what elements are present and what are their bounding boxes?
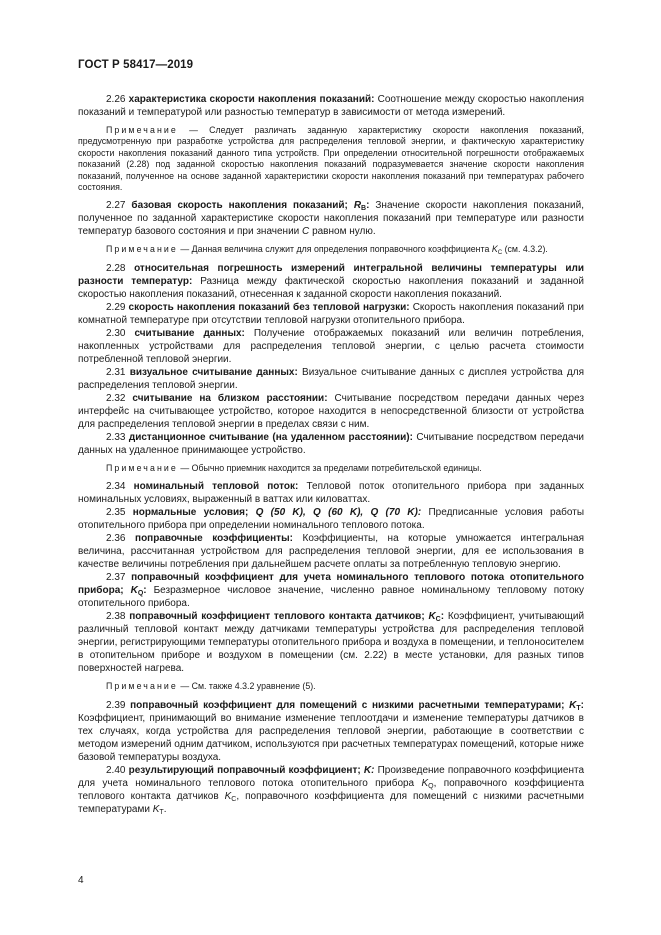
- entry-2-26: 2.26 характеристика скорости накопления показаний: Соотношение между скоростью накопления показаний и температурой или разностью температур в зависимости от метода измерений.: [78, 94, 585, 118]
- note-1: Примечание — Следует различать заданную характеристику скорости накопления показаний, предусмотренную при разработке устройства для распределения тепловой энергии, и фактическую характеристику скорости накопления показаний данного типа устройств. При определении относительной погрешности отображаемых показаний (2.28) под заданной скоростью накопления показаний подразумевается значение скорости накопления показаний, полученное на основе заданной характеристики скорости накопления показаний при температурах рабочего состояния.: [78, 125, 584, 193]
- entry-2-40: 2.40 результирующий поправочный коэффициент; K: Произведение поправочного коэффициента для учета номинального теплового потока отопительного прибора $K_Q$, поправочного коэффициента теплового контакта датчиков $K_C$, поправочного коэффициента для помещений с низкими расчетными температурами $K_T$.: [78, 764, 585, 816]
- entry-2-31: 2.31 визуальное считывание данных: Визуальное считывание данных с дисплея устройства для распределения тепловой энергии.: [78, 366, 585, 391]
- entry-2-38: 2.38 поправочный коэффициент теплового контакта датчиков; $K_C$: Коэффициент, учитывающий различный тепловой контакт между датчиками температуры устройства для распределения тепловой энергии, регистрирующими температуры отопительного прибора и воздуха в помещении, и теплоносителем в отопительном приборе и воздухом в помещении (см. 2.22) в месте установки, для разных типов поверхностей нагрева.: [78, 611, 585, 675]
- entry-2-30: 2.30 считывание данных: Получение отображаемых показаний или величин потребления, накопленных устройствами для распределения тепловой энергии, с целью расчета стоимости потребленной тепловой энергии.: [78, 327, 585, 365]
- document-body: [78, 93, 584, 816]
- entry-2-37: 2.37 поправочный коэффициент для учета номинального теплового потока отопительного прибора; $K_Q$: Безразмерное числовое значение, численно равное номинальному тепловому потоку отопительного прибора.: [78, 572, 585, 610]
- note-3: Примечание — Обычно приемник находится за пределами потребительской единицы.: [106, 462, 482, 473]
- entry-2-29: 2.29 скорость накопления показаний без тепловой нагрузки: Скорость накопления показаний при комнатной температуре при отсутствии тепловой нагрузки отопительного прибора.: [78, 301, 584, 326]
- entry-2-27: 2.27 базовая скорость накопления показаний; $R_B$: Значение скорости накопления показаний, полученное по заданной характеристике скорости накопления показаний при температуре или разности температур базового состояния и при значении C равном нулю.: [78, 200, 584, 238]
- note-4: Примечание — См. также 4.3.2 уравнение (5).: [106, 681, 316, 692]
- note-2: Примечание — Данная величина служит для определения поправочного коэффициента $K_C$ (см. 4.3.2).: [106, 244, 548, 257]
- entry-2-33: 2.33 дистанционное считывание (на удаленном расстоянии): Считывание посредством передачи данных на удаленное принимающее устройство.: [78, 431, 585, 456]
- page-number: 4: [78, 875, 84, 886]
- entry-2-32: 2.32 считывание на близком расстоянии: Считывание посредством передачи данных через интерфейс на считывающее устройство, которое находится в непосредственной близости от устройства для распределения тепловой энергии в пределах связи с ним.: [78, 392, 585, 430]
- entry-2-35: 2.35 нормальные условия; Q (50 K), Q (60 K), Q (70 K): Предписанные условия работы отопительного прибора при определении номинального теплового потока.: [78, 507, 585, 532]
- document-header: ГОСТ Р 58417—2019: [78, 59, 194, 71]
- entry-2-39: 2.39 поправочный коэффициент для помещений с низкими расчетными температурами; $K_T$: Коэффициент, принимающий во внимание изменение теплоотдачи и изменение температуры датчиков в тех случаях, когда устройства для распределения тепловой энергии, работающие в соответствии с методом измерений одним датчиком, используются при расчетных температурах помещений, которые ниже базовой температуры воздуха.: [78, 699, 585, 763]
- entry-2-28: 2.28 относительная погрешность измерений интегральной величины температуры или разности температур: Разница между фактической скоростью накопления показаний и заданной скоростью накопления показаний, отнесенная к заданной скорости накопления показаний.: [78, 262, 585, 300]
- entry-2-34: 2.34 номинальный тепловой поток: Тепловой поток отопительного прибора при заданных номинальных условиях, выраженный в ваттах или киловаттах.: [78, 481, 585, 506]
- entry-2-36: 2.36 поправочные коэффициенты: Коэффициенты, на которые умножается интегральная величина, рассчитанная устройством для распределения тепловой энергии, для ее использования в качестве величины потребления при дальнейшем расчете оплаты за потребленную тепловую энергию.: [78, 533, 585, 571]
